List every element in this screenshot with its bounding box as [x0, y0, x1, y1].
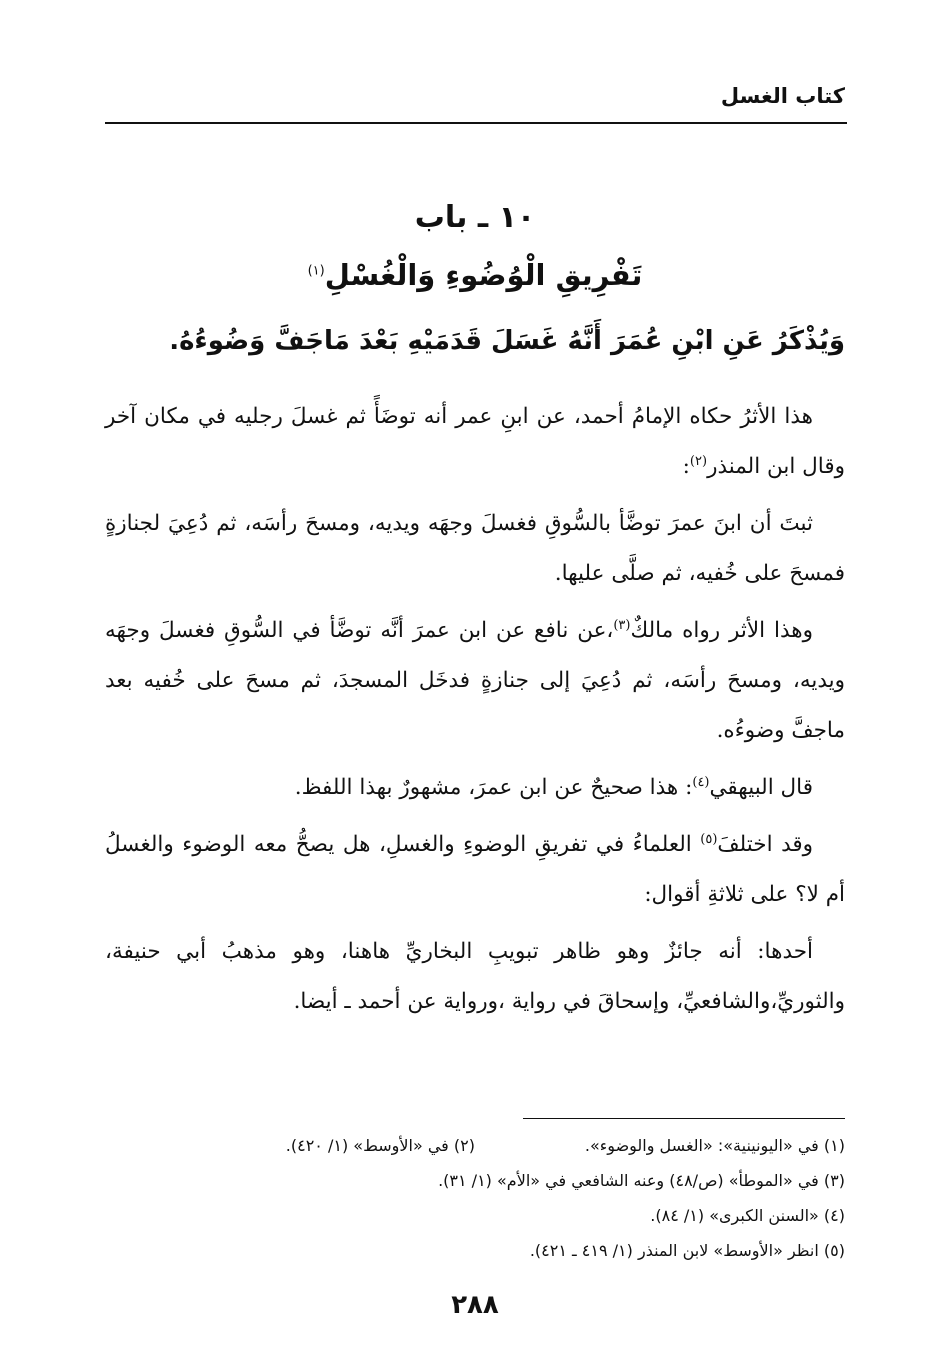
footnote-3: (٣) في «الموطأ» (ص/٤٨) وعنه الشافعي في «الأم» (١/ ٣١). [438, 1171, 845, 1190]
footnote-ref: (٢) [689, 453, 708, 469]
paragraph-text: قال البيهقي [709, 775, 813, 800]
paragraph-text: ،عن نافع عن ابن عمرَ أنَّه توضَّأ في السُّوقِ فغسلَ وجهَه ويديه، ومسحَ رأسَه، ثم دُعِيَ إلى جنازةٍ فدخَل المسجدَ، ثم مسحَ على خُفيه بعد ماجفَّ وضوءُه. [105, 618, 845, 743]
running-title: كتاب الغسل [720, 84, 845, 108]
paragraph-text: : [682, 454, 690, 479]
paragraph [105, 392, 845, 492]
footnote-2: (٢) في «الأوسط» (١/ ٤٢٠). [285, 1136, 475, 1155]
footnote-5: (٥) انظر «الأوسط» لابن المنذر (١/ ٤١٩ ـ ٤٢١). [529, 1241, 845, 1260]
footnote-1: (١) في «اليونينية»: «الغسل والوضوء». [584, 1136, 845, 1155]
paragraph-text: وقد اختلفَ [717, 832, 814, 857]
paragraph [105, 606, 845, 756]
footnote-row [105, 1128, 845, 1163]
chapter-title [105, 258, 845, 292]
paragraph-text: وهذا الأثر رواه مالكٌ [630, 618, 813, 643]
paragraph-text: : هذا صحيحٌ عن ابن عمرَ، مشهورٌ بهذا اللفظ. [294, 775, 693, 800]
footnotes [105, 1128, 845, 1268]
chapter-number: ١٠ ـ باب [414, 200, 536, 235]
page-number: ٢٨٨ [451, 1290, 499, 1320]
running-header [105, 84, 845, 120]
footnote-ref: (٣) [613, 617, 631, 633]
paragraph [105, 499, 845, 599]
chapter-title-text: تَفْرِيقِ الْوُضُوءِ وَالْغُسْلِ [324, 258, 643, 292]
paragraph [105, 763, 845, 813]
paragraph-text: هذا الأثرُ حكاه الإمامُ أحمد، عن ابنِ عمر أنه توضَأً ثم غسلَ رجليه في مكان آخر وقال ابن المنذر [105, 404, 845, 479]
footnote-ref: (٥) [700, 831, 718, 847]
footnote-row [105, 1198, 845, 1233]
footnote-rule [523, 1118, 845, 1119]
paragraph-text: العلماءُ في تفريقِ الوضوءِ والغسلِ، هل يصحُّ معه الوضوء والغسلُ أم لا؟ على ثلاثةِ أقوال: [105, 832, 845, 907]
footnote-4: (٤) «السنن الكبرى» (١/ ٨٤). [650, 1206, 845, 1225]
paragraph-text: أحدها: أنه جائزٌ وهو ظاهر تبويبِ البخاريِّ هاهنا، وهو مذهبُ أبي حنيفة، والثوريِّ،والشافعيِّ، وإسحاقَ في رواية ،ورواية عن أحمد ـ أيضا. [105, 939, 845, 1014]
paragraph [105, 820, 845, 920]
chapter-subtitle: وَيُذْكَرُ عَنِ ابْنِ عُمَرَ أَنَّهُ غَسَلَ قَدَمَيْهِ بَعْدَ مَاجَفَّ وَضُوءُهُ. [169, 326, 845, 356]
footnote-row [105, 1163, 845, 1198]
footnote-ref: (٤) [692, 774, 710, 790]
footnote-row [105, 1233, 845, 1268]
chapter-title-note: (١) [307, 263, 325, 279]
paragraph-text: ثبتَ أن ابنَ عمرَ توضَّأ بالسُّوقِ فغسلَ وجهَه ويديه، ومسحَ رأسَه، ثم دُعِيَ لجنازةٍ فمسحَ على خُفيه، ثم صلَّى عليها. [105, 511, 845, 586]
header-rule [105, 122, 847, 124]
main-text [105, 392, 845, 1034]
paragraph [105, 927, 845, 1027]
